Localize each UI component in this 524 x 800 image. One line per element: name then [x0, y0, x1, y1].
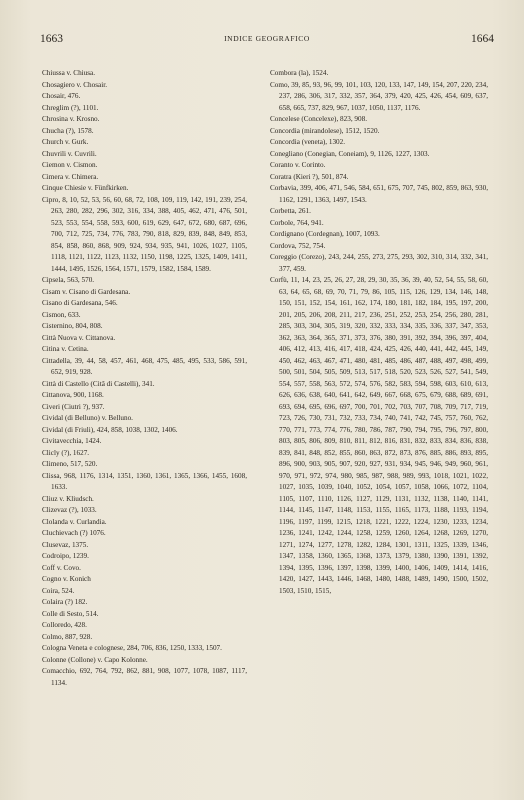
index-entry: Concelese (Concelexe), 823, 908. — [270, 115, 367, 123]
index-entry: Codroipo, 1239. — [42, 552, 89, 560]
index-entry: Church v. Gurk. — [42, 138, 89, 146]
index-entry: Coranto v. Corinto. — [270, 161, 326, 169]
right-index-column — [270, 68, 488, 597]
index-entry: Cisam v. Cisano di Gardesana. — [42, 287, 131, 296]
index-entry: Corbavia, 399, 406, 471, 546, 584, 651, 675, 707, 745, 802, 859, 863, 930, 1162, 1291, 1363, 1497, 1543. — [270, 184, 488, 204]
index-entry: Chucha (?), 1578. — [42, 126, 94, 135]
index-entry: Chosair, 476. — [42, 92, 81, 100]
index-entry: Civitavecchia, 1424. — [42, 437, 102, 445]
index-entry: Cipsela, 563, 570. — [42, 276, 95, 284]
index-entry: Cittadella, 39, 44, 58, 457, 461, 468, 475, 485, 495, 533, 586, 591, 652, 919, 928. — [42, 356, 247, 376]
index-entry: Clolanda v. Curlandia. — [42, 517, 107, 526]
index-entry: Città Nuova v. Cittanova. — [42, 333, 116, 342]
index-entry: Chreglim (?), 1101. — [42, 103, 99, 112]
index-entry: Colonne (Collone) v. Capo Kolonne. — [42, 655, 148, 664]
index-entry: Conegliano (Conegian, Coneiam), 9, 1126, 1227, 1303. — [270, 149, 430, 158]
running-title: INDICE GEOGRAFICO — [224, 34, 310, 43]
index-entry: Cinque Chiesie v. Fünfkirken. — [42, 184, 129, 192]
index-entry: Chrosina v. Krosno. — [42, 115, 100, 123]
index-entry: Cividal (di Belluno) v. Belluno. — [42, 414, 133, 422]
index-entry: Cismon, 633. — [42, 310, 81, 319]
right-page-number: 1664 — [471, 33, 494, 45]
index-entry: Clissa, 968, 1176, 1314, 1351, 1360, 1361, 1365, 1366, 1455, 1608, 1633. — [42, 471, 247, 491]
index-entry: Cordignano (Cordegnan), 1007, 1093. — [270, 230, 380, 238]
index-entry: Colloredo, 428. — [42, 621, 87, 629]
index-entry: Corbole, 764, 941. — [270, 218, 324, 227]
index-entry: Cluchievach (?) 1076. — [42, 529, 106, 537]
index-entry: Chosagiero v. Chosair. — [42, 80, 108, 89]
index-entry: Cogno v. Konich — [42, 575, 91, 583]
page-header — [40, 33, 494, 49]
index-entry: Clusevaz, 1375. — [42, 540, 89, 549]
index-entry: Como, 39, 85, 93, 96, 99, 101, 103, 120, 133, 147, 149, 154, 207, 220, 234, 237, 286, 306, 317, 332, 357, 364, 379, 420, 425, 426, 454, 609, 637, 658, 665, 737, 829, 967, 1037, 1050, 1137, 1176. — [270, 80, 488, 112]
index-entry: Corbetta, 261. — [270, 207, 311, 215]
index-entry: Concordia (veneta), 1302. — [270, 138, 346, 146]
index-entry: Clizevaz (?), 1033. — [42, 506, 97, 514]
index-entry: Civeri (Ciutri ?), 937. — [42, 402, 105, 411]
index-entry: Cittanova, 900, 1168. — [42, 391, 104, 399]
index-entry: Cividal (di Friuli), 424, 858, 1038, 1302, 1406. — [42, 425, 178, 434]
index-entry: Combora (la), 1524. — [270, 69, 329, 77]
index-entry: Corfù, 11, 14, 23, 25, 26, 27, 28, 29, 30, 35, 36, 39, 40, 52, 54, 55, 58, 60, 63, 64, 65, 68, 69, 70, 71, 79, 86, 105, 115, 126, 129, 134, 146, 148, 150, 151, 152, 154, 161, 162, 174, 180, 181, 182, 184, 195, 197, 200, 201, 205, 206, 208, 211, 217, 236, 251, 252, 253, 254, 256, 280, 281, 285, 303, 304, 305, 319, 320, 332, 333, 334, 335, 336, 337, 347, 353, 362, 363, 364, 365, 371, 373, 376, 380, 391, 392, 394, 396, 397, 404, 406, 412, 413, 416, 417, 418, 424, 425, 426, 440, 441, 442, 445, 149, 450, 462, 463, 467, 471, 480, 481, 485, 486, 487, 488, 497, 498, 499, 500, 501, 504, 505, 509, 513, 517, 518, 520, 523, 526, 527, 541, 549, 554, 557, 558, 563, 572, 574, 576, 582, 583, 594, 598, 603, 610, 613, 626, 636, 638, 640, 641, 642, 649, 667, 668, 675, 679, 688, 689, 691, 693, 694, 695, 696, 697, 700, 701, 702, 703, 707, 708, 709, 717, 719, 723, 726, 730, 731, 732, 733, 734, 740, 741, 742, 745, 757, 760, 762, 770, 771, 773, 774, 776, 780, 786, 787, 790, 794, 795, 796, 797, 800, 803, 805, 806, 809, 810, 811, 812, 816, 831, 832, 833, 834, 836, 838, 839, 841, 848, 852, 855, 860, 863, 872, 873, 876, 885, 886, 893, 895, 896, 900, 903, 905, 907, 920, 927, 931, 934, 945, 946, 949, 960, 961, 970, 971, 972, 974, 980, 985, 987, 988, 989, 993, 1018, 1021, 1022, 1027, 1035, 1039, 1040, 1052, 1054, 1057, 1058, 1066, 1072, 1104, 1105, 1107, 1110, 1126, 1127, 1129, 1131, 1132, 1138, 1140, 1141, 1144, 1145, 1147, 1148, 1153, 1155, 1165, 1173, 1188, 1193, 1194, 1196, 1197, 1199, 1215, 1218, 1221, 1222, 1224, 1230, 1233, 1234, 1236, 1241, 1242, 1244, 1258, 1259, 1260, 1264, 1268, 1269, 1270, 1271, 1274, 1277, 1278, 1282, 1284, 1301, 1311, 1325, 1339, 1346, 1347, 1358, 1360, 1365, 1368, 1373, 1379, 1380, 1390, 1391, 1392, 1394, 1395, 1396, 1397, 1398, 1399, 1400, 1406, 1409, 1414, 1416, 1420, 1427, 1443, 1446, 1468, 1480, 1488, 1489, 1490, 1500, 1502, 1503, 1510, 1515, — [270, 276, 488, 595]
left-page-number: 1663 — [40, 33, 63, 45]
index-entry: Colle di Sesto, 514. — [42, 609, 99, 618]
index-entry: Comacchio, 692, 764, 792, 862, 881, 908, 1077, 1078, 1087, 1117, 1134. — [42, 667, 247, 687]
index-entry: Cisternino, 804, 808. — [42, 322, 103, 330]
index-entry: Cologna Veneta e colognese, 284, 706, 836, 1250, 1333, 1507. — [42, 644, 222, 652]
index-entry: Cordova, 752, 754. — [270, 241, 326, 250]
left-index-column — [42, 68, 247, 689]
index-entry: Colaira (?) 182. — [42, 598, 88, 606]
index-entry: Cipro, 8, 10, 52, 53, 56, 60, 68, 72, 108, 109, 119, 142, 191, 239, 254, 263, 280, 282, 296, 302, 316, 334, 388, 405, 462, 471, 476, 501, 523, 553, 554, 558, 593, 600, 619, 629, 647, 672, 680, 687, 696, 700, 712, 725, 734, 776, 783, 790, 818, 829, 839, 848, 849, 853, 854, 858, 860, 868, 909, 924, 934, 935, 941, 1026, 1027, 1105, 1118, 1121, 1122, 1123, 1132, 1150, 1198, 1225, 1325, 1409, 1411, 1444, 1495, 1526, 1564, 1571, 1579, 1582, 1584, 1589. — [42, 195, 247, 273]
index-entry: Concordia (mirandolese), 1512, 1520. — [270, 126, 380, 135]
index-entry: Clicly (?), 1627. — [42, 448, 90, 457]
index-entry: Coratra (Kieri ?), 501, 874. — [270, 172, 349, 181]
index-entry: Coira, 524. — [42, 586, 75, 595]
index-entry: Città di Castello (Citâ di Castelli), 341. — [42, 379, 155, 388]
index-entry: Chiussa v. Chiusa. — [42, 69, 96, 77]
index-entry: Ciemon v. Cismon. — [42, 161, 98, 169]
index-entry: Chuvrili v. Cuvrili. — [42, 149, 97, 158]
index-entry: Cliuz v. Kliudsch. — [42, 494, 94, 503]
index-entry: Climeno, 517, 520. — [42, 460, 98, 468]
index-entry: Coff v. Covo. — [42, 563, 81, 572]
index-entry: Coreggio (Corezo), 243, 244, 255, 273, 275, 293, 302, 310, 314, 332, 341, 377, 459. — [270, 253, 488, 273]
index-entry: Cisano di Gardesana, 546. — [42, 299, 118, 307]
index-entry: Cimera v. Chimera. — [42, 172, 99, 181]
index-entry: Citina v. Cetina. — [42, 345, 89, 353]
index-entry: Colmo, 887, 928. — [42, 632, 93, 641]
